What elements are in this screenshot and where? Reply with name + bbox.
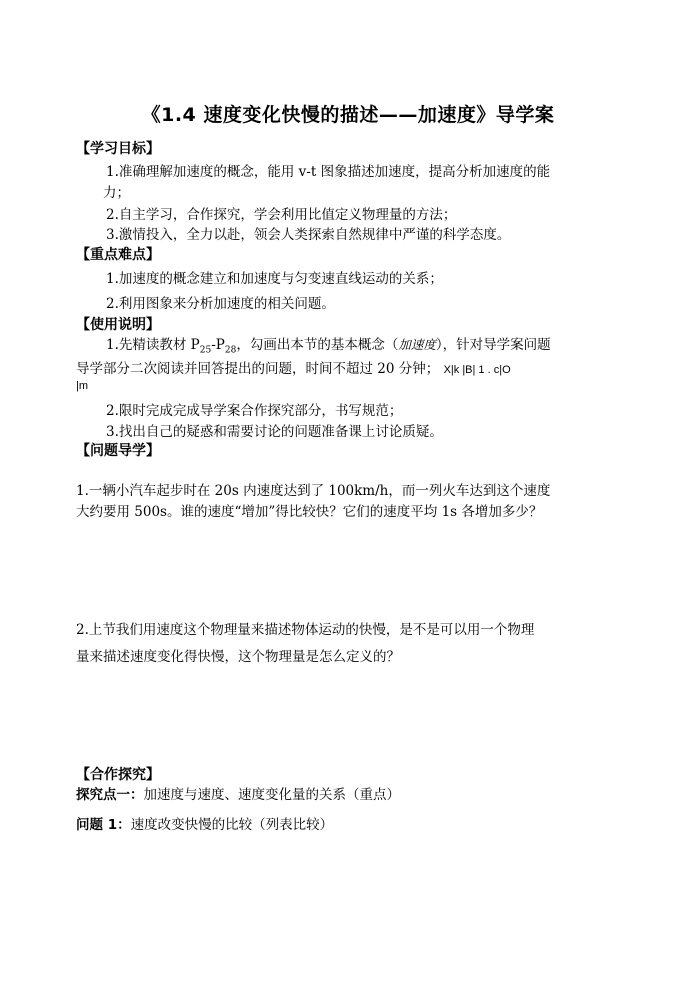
problem-text: 速度改变快慢的比较（列表比较） [130, 817, 334, 833]
guide-heading: 【问题导学】 [76, 443, 160, 459]
instruction-text: ，勾画出本节的基本概念（ [236, 337, 399, 353]
explore-point-1 [76, 783, 400, 803]
instruction-text: ），针对导学案问题 [435, 337, 551, 353]
question-2-line-1: 2.上节我们用速度这个物理量来描述物体运动的快慢，是不是可以用一个物理 [76, 622, 535, 638]
watermark-text: X|k |B| 1 . c|O [443, 364, 511, 376]
problem-1 [76, 813, 333, 833]
goal-item-3: 3.激情投入，全力以赴，领会人类探索自然规律中严谨的科学态度。 [106, 227, 511, 243]
instruction-item-1-line-1 [106, 333, 551, 356]
goal-item-1-line-2: 力； [103, 185, 130, 201]
question-1-line-2: 大约要用 500s。谁的速度“增加”得比较快？它们的速度平均 1s 各增加多少？ [76, 504, 543, 520]
key-point-item-2: 2.利用图象来分析加速度的相关问题。 [106, 296, 335, 312]
instruction-item-2: 2.限时完成完成导学案合作探究部分，书写规范； [106, 403, 403, 419]
instruction-item-1-line-3: |m [76, 380, 89, 392]
key-point-item-1: 1.加速度的概念建立和加速度与匀变速直线运动的关系； [106, 271, 443, 287]
page-subscript: 28 [224, 345, 237, 356]
question-2-line-2: 量来描述速度变化得快慢，这个物理量是怎么定义的？ [76, 649, 400, 665]
explore-point-label: 探究点一： [76, 787, 144, 803]
instruction-text: -P [211, 337, 225, 353]
instruction-text: 导学部分二次阅读并回答提出的问题，时间不超过 20 分钟； [76, 361, 440, 377]
page-title: 《1.4 速度变化快慢的描述——加速度》导学案 [141, 104, 555, 126]
instruction-text: 1.先精读教材 P [106, 337, 200, 353]
concept-term: 加速度 [398, 337, 436, 352]
question-1-line-1: 1.一辆小汽车起步时在 20s 内速度达到了 100km/h，而一列火车达到这个速度 [76, 483, 551, 499]
explore-point-text: 加速度与速度、速度变化量的关系（重点） [143, 787, 400, 803]
instructions-heading: 【使用说明】 [76, 317, 160, 333]
goal-item-1-line-1: 1.准确理解加速度的概念，能用 v-t 图象描述加速度，提高分析加速度的能 [106, 164, 551, 180]
key-points-heading: 【重点难点】 [76, 247, 160, 263]
cooperative-heading: 【合作探究】 [76, 767, 160, 783]
problem-label: 问题 1： [76, 817, 131, 833]
instruction-item-3: 3.找出自己的疑惑和需要讨论的问题准备课上讨论质疑。 [106, 424, 443, 440]
page-subscript: 25 [199, 345, 212, 356]
goals-heading: 【学习目标】 [76, 141, 160, 157]
goal-item-2: 2.自主学习，合作探究，学会利用比值定义物理量的方法； [106, 207, 457, 223]
instruction-item-1-line-2 [76, 357, 511, 377]
